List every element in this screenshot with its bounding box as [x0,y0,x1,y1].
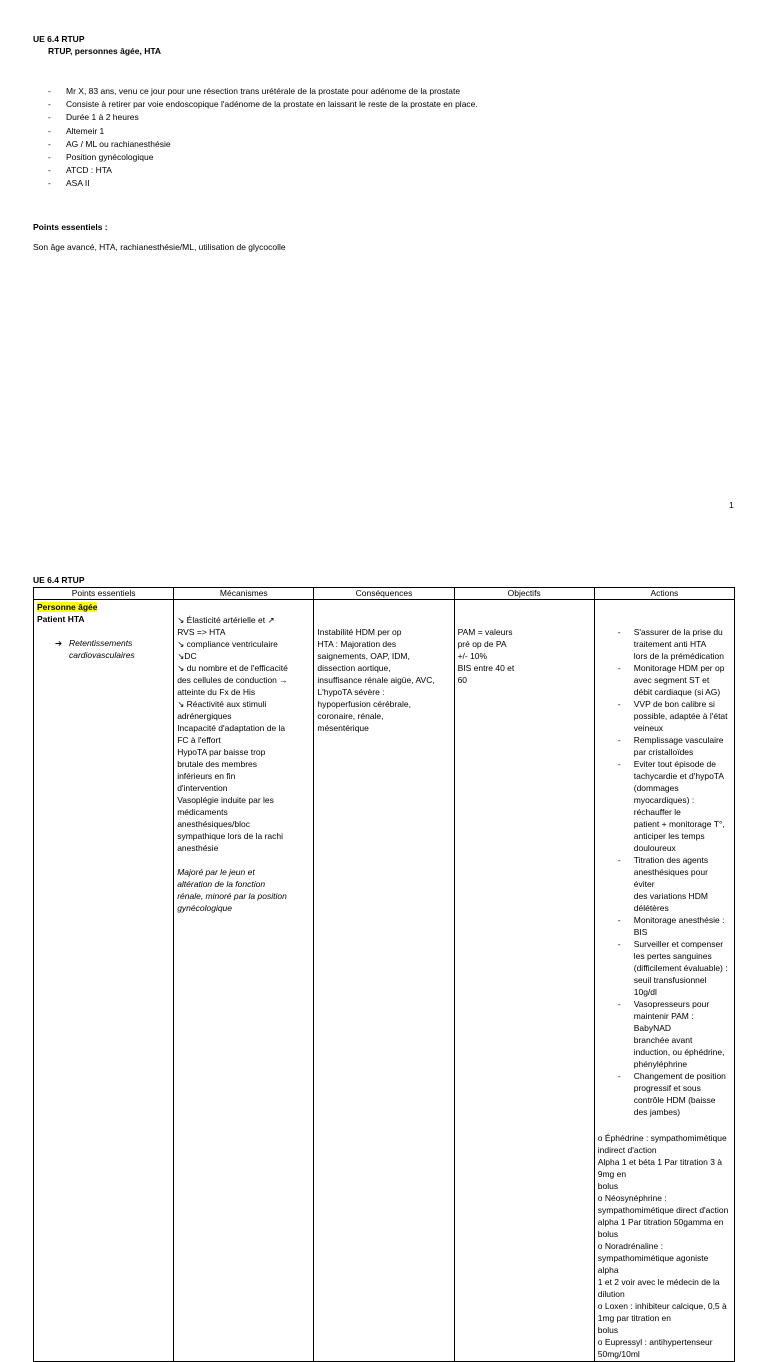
drug-line: alpha 1 Par titration 50gamma en bolus [597,1217,724,1239]
drug-line: o Éphédrine : sympathomimétique indirect d'action [597,1133,727,1155]
points-text: Son âge avancé, HTA, rachianesthésie/ML, utilisation de glycocolle [33,242,286,252]
consequence-line: hypoperfusion cérébrale, [317,699,411,709]
consequence-line: coronaire, rénale, [317,711,384,721]
column-header-actions: Actions [594,588,734,600]
action-line: phényléphrine [633,1059,688,1069]
bullet-text: AG / ML ou rachianesthésie [66,138,171,149]
mecanisme-line: adrénergiques [177,711,232,721]
action-dash: - [617,855,621,865]
action-dash: - [617,759,621,769]
objectifs-lines [458,626,591,686]
mecanisme-line: HypoTA par baisse trop [177,747,266,757]
page2-header: UE 6.4 RTUP [33,575,85,585]
column-header-points: Points essentiels [34,588,174,600]
action-dash: - [617,735,621,745]
mecanisme-line: Incapacité d'adaptation de la [177,723,286,733]
bullet-dash: - [48,165,51,176]
bullet-text: Position gynécologique [66,152,154,163]
action-line: débit cardiaque (si AG) [633,687,721,697]
mecanisme-line: ↘ Réactivité aux stimuli [177,699,267,709]
action-line: Remplissage vasculaire par cristalloïdes [633,735,724,757]
mecanisme-note-line: gynécologique [177,903,233,913]
action-line: 10g/dl [633,987,657,997]
consequences-lines [317,626,450,734]
highlight-personne-agee: Personne âgée [37,602,98,612]
bullet-dash: - [48,86,51,96]
mecanisme-line: d'intervention [177,783,228,793]
points-subitem [37,637,170,661]
action-line: (dommages myocardiques) : réchauffer le [633,783,695,817]
list-item [48,111,478,124]
action-line: des variations HDM délétères [633,891,708,913]
drug-line: o Loxen : inhibiteur calcique, 0,5 à 1mg par titration en [597,1301,727,1323]
mecanisme-line: atteinte du Fx de His [177,687,256,697]
essentials-table [33,587,735,1362]
mecanisme-line: ↘DC [177,651,197,661]
action-line: Changement de position progressif et sous [633,1071,726,1093]
objectif-line: 60 [457,675,468,685]
action-line: Monitorage HDM per op avec segment ST et [633,663,725,685]
case-bullet-list [48,85,478,191]
action-item [598,1070,731,1118]
action-item [598,854,731,914]
action-line: veineux [633,723,664,733]
objectif-line: PAM = valeurs [457,627,513,637]
objectif-line: pré op de PA [457,639,507,649]
drug-list [598,1132,731,1360]
action-item [598,914,731,938]
bullet-text: Durée 1 à 2 heures [66,112,139,123]
action-dash: - [617,999,621,1009]
drug-line: bolus [597,1325,619,1335]
drug-line: o Néosynéphrine : sympathomimétique direct d'action [597,1193,729,1215]
bullet-text: Altemeir 1 [66,125,105,136]
drug-line: o Noradrénaline : sympathomimétique agoniste alpha [597,1241,709,1275]
action-item [598,698,731,734]
consequence-line: dissection aortique, [317,663,391,673]
mecanisme-note-line: Majoré par le jeun et [177,867,255,877]
bullet-dash: - [48,138,51,149]
action-line: (difficilement évaluable) : seuil transfusionnel [633,963,728,985]
bullet-dash: - [48,178,51,189]
column-header-objectifs: Objectifs [454,588,594,600]
mecanisme-line: des cellules de conduction → [177,675,288,685]
drug-line: 1 et 2 voir avec le médecin de la dilution [597,1277,720,1299]
action-dash: - [617,663,621,673]
bullet-text: ATCD : HTA [66,165,112,176]
action-dash: - [617,699,621,709]
list-item [48,98,478,111]
consequence-line: insuffisance rénale aigüe, AVC, [317,675,435,685]
mecanisme-line: brutale des membres [177,759,258,769]
list-item [48,164,478,177]
action-line: branchée avant induction, ou éphédrine, [633,1035,725,1057]
action-line: Vasopresseurs pour maintenir PAM : BabyNAD [633,999,710,1033]
bullet-dash: - [48,152,51,163]
consequence-line: HTA : Majoration des [317,639,397,649]
list-item [48,151,478,164]
list-item [48,138,478,151]
mecanisme-note-line: altération de la fonction [177,879,266,889]
mecanisme-line: sympathique lors de la rachi [177,831,284,841]
consequence-line: saignements, OAP, IDM, [317,651,410,661]
action-line: douloureux [633,843,676,853]
action-line: S'assurer de la prise du traitement anti HTA [633,627,723,649]
bullet-dash: - [48,99,51,110]
cell-objectifs [454,600,594,1362]
list-item [48,177,478,190]
action-line: VVP de bon calibre si possible, adaptée à l'état [633,699,728,721]
mecanisme-line: inférieurs en fin [177,771,236,781]
action-item [598,938,731,998]
consequence-line: mésentérique [317,723,369,733]
action-line: Monitorage anesthésie : BIS [633,915,725,937]
drug-line: o Eupressyl : antihypertenseur 50mg/10ml [597,1337,713,1359]
action-line: Surveiller et compenser les pertes sanguines [633,939,724,961]
action-dash: - [617,627,621,637]
bullet-text: Consiste à retirer par voie endoscopique l'adénome de la prostate en laissant le reste de la prostate en place. [66,99,478,110]
right-arrow-icon: ➔ [55,638,63,648]
page-subheader: RTUP, personnes âgée, HTA [48,46,162,56]
mecanisme-line: FC à l'effort [177,735,221,745]
actions-list [598,626,731,1118]
objectif-line: +/- 10% [457,651,488,661]
mecanisme-line: RVS => HTA [177,627,226,637]
bullet-text: Mr X, 83 ans, venu ce jour pour une résection trans urétérale de la prostate pour adénome de la prostate [66,86,461,96]
action-dash: - [617,1071,621,1081]
mecanismes-italic-note [177,866,310,914]
page-number: 1 [729,500,734,510]
action-dash: - [617,939,621,949]
points-patient-hta: Patient HTA [37,614,85,624]
points-title: Points essentiels : [33,222,108,232]
table-header-row [34,588,735,600]
mecanisme-line: médicaments [177,807,228,817]
action-item [598,626,731,662]
mecanismes-lines [177,614,310,854]
mecanisme-line: ↘ compliance ventriculaire [177,639,278,649]
action-item [598,758,731,854]
page-header: UE 6.4 RTUP [33,34,85,44]
list-item [48,85,478,98]
action-line: contrôle HDM (baisse des jambes) [633,1095,716,1117]
table-row [34,600,735,1362]
mecanisme-line: anesthésie [177,843,219,853]
drug-line: bolus [597,1181,619,1191]
action-item [598,998,731,1070]
action-line: Eviter tout épisode de tachycardie et d'hypoTA [633,759,725,781]
bullet-dash: - [48,125,51,136]
points-subitem-text: Retentissements cardiovasculaires [69,638,135,660]
mecanisme-line: anesthésiques/bloc [177,819,250,829]
consequence-line: L'hypoTA sévère : [317,687,385,697]
bullet-text: ASA II [66,178,90,189]
action-dash: - [617,915,621,925]
document-page-1 [0,0,768,530]
action-line: lors de la prémédication [633,651,724,661]
column-header-consequences: Conséquences [314,588,454,600]
action-item [598,734,731,758]
action-line: patient + monitorage T°, anticiper les temps [633,819,725,841]
mecanisme-note-line: rénale, minoré par la position [177,891,287,901]
consequence-line: Instabilité HDM per op [317,627,402,637]
cell-mecanismes [174,600,314,1362]
mecanisme-line: ↘ Élasticité artérielle et ↗ [177,615,275,625]
cell-actions [594,600,734,1362]
mecanisme-line: Vasoplégie induite par les [177,795,274,805]
objectif-line: BIS entre 40 et [457,663,515,673]
cell-consequences [314,600,454,1362]
mecanisme-line: ↘ du nombre et de l'efficacité [177,663,288,673]
action-item [598,662,731,698]
bullet-dash: - [48,112,51,123]
cell-points [34,600,174,1362]
list-item [48,125,478,138]
column-header-mecanismes: Mécanismes [174,588,314,600]
action-line: Titration des agents anesthésiques pour éviter [633,855,709,889]
drug-line: Alpha 1 et béta 1 Par titration 3 à 9mg en [597,1157,723,1179]
